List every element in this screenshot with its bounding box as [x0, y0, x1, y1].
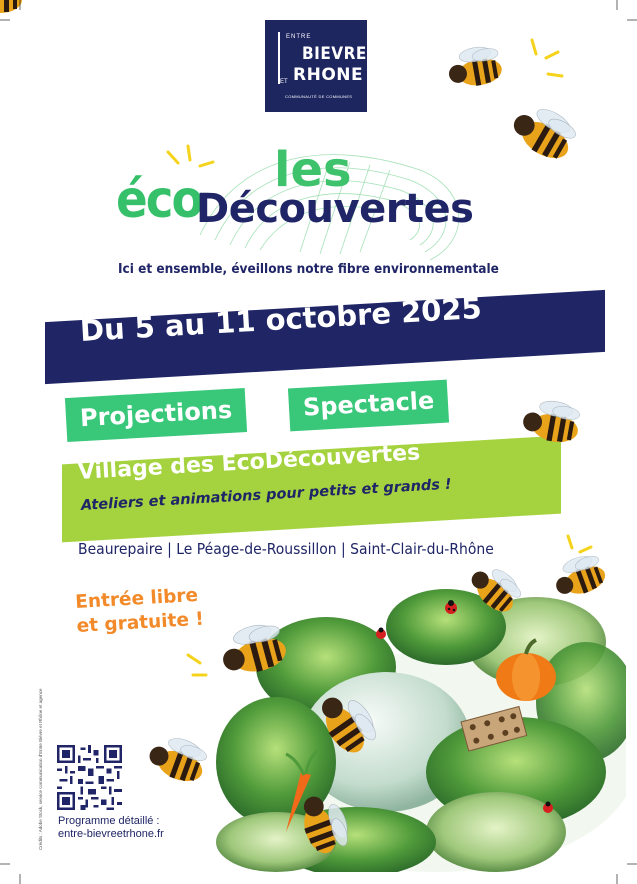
tagline: Ici et ensemble, éveillons notre fibre environnementale — [118, 261, 499, 277]
village-subtitle: Ateliers et animations pour petits et grands ! — [80, 476, 453, 514]
free-entry-line-1: Entrée libre — [74, 584, 199, 614]
community-logo — [265, 20, 367, 112]
title-les: les — [274, 142, 352, 198]
logo-line-communaute: COMMUNAUTÉ DE COMMUNES — [285, 94, 353, 99]
free-entry-line-2: et gratuite ! — [76, 608, 205, 637]
image-credits: Crédits : Adobe Stock, service communication d'Entre Bièvre et Rhône et agence — [38, 688, 43, 850]
event-dates: Du 5 au 11 octobre 2025 — [79, 290, 483, 348]
vegetable-garden-illustration — [206, 572, 626, 872]
qr-code-icon[interactable] — [57, 745, 122, 810]
program-label: Programme détaillé : — [58, 815, 160, 827]
program-url-link[interactable]: entre-bievreetrhone.fr — [58, 828, 164, 840]
sparkle-lines-icon — [168, 146, 213, 166]
event-locations: Beaurepaire | Le Péage-de-Roussillon | Saint-Clair-du-Rhône — [78, 540, 494, 558]
village-title: Village des ÉcoDécouvertes — [77, 440, 421, 485]
title-decouvertes: Découvertes — [196, 186, 474, 232]
projections-label: Projections — [65, 388, 247, 442]
free-entry-note — [75, 584, 205, 639]
spectacle-label: Spectacle — [288, 380, 450, 432]
title-eco: éco — [116, 170, 202, 230]
logo-line-et: ET — [280, 79, 288, 85]
bee-icon — [0, 0, 22, 13]
logo-bar — [278, 32, 280, 84]
logo-line-bievre: BIEVRE — [302, 44, 367, 64]
logo-line-rhone: RHONE — [293, 65, 364, 85]
logo-line-entre: ENTRE — [286, 34, 312, 40]
